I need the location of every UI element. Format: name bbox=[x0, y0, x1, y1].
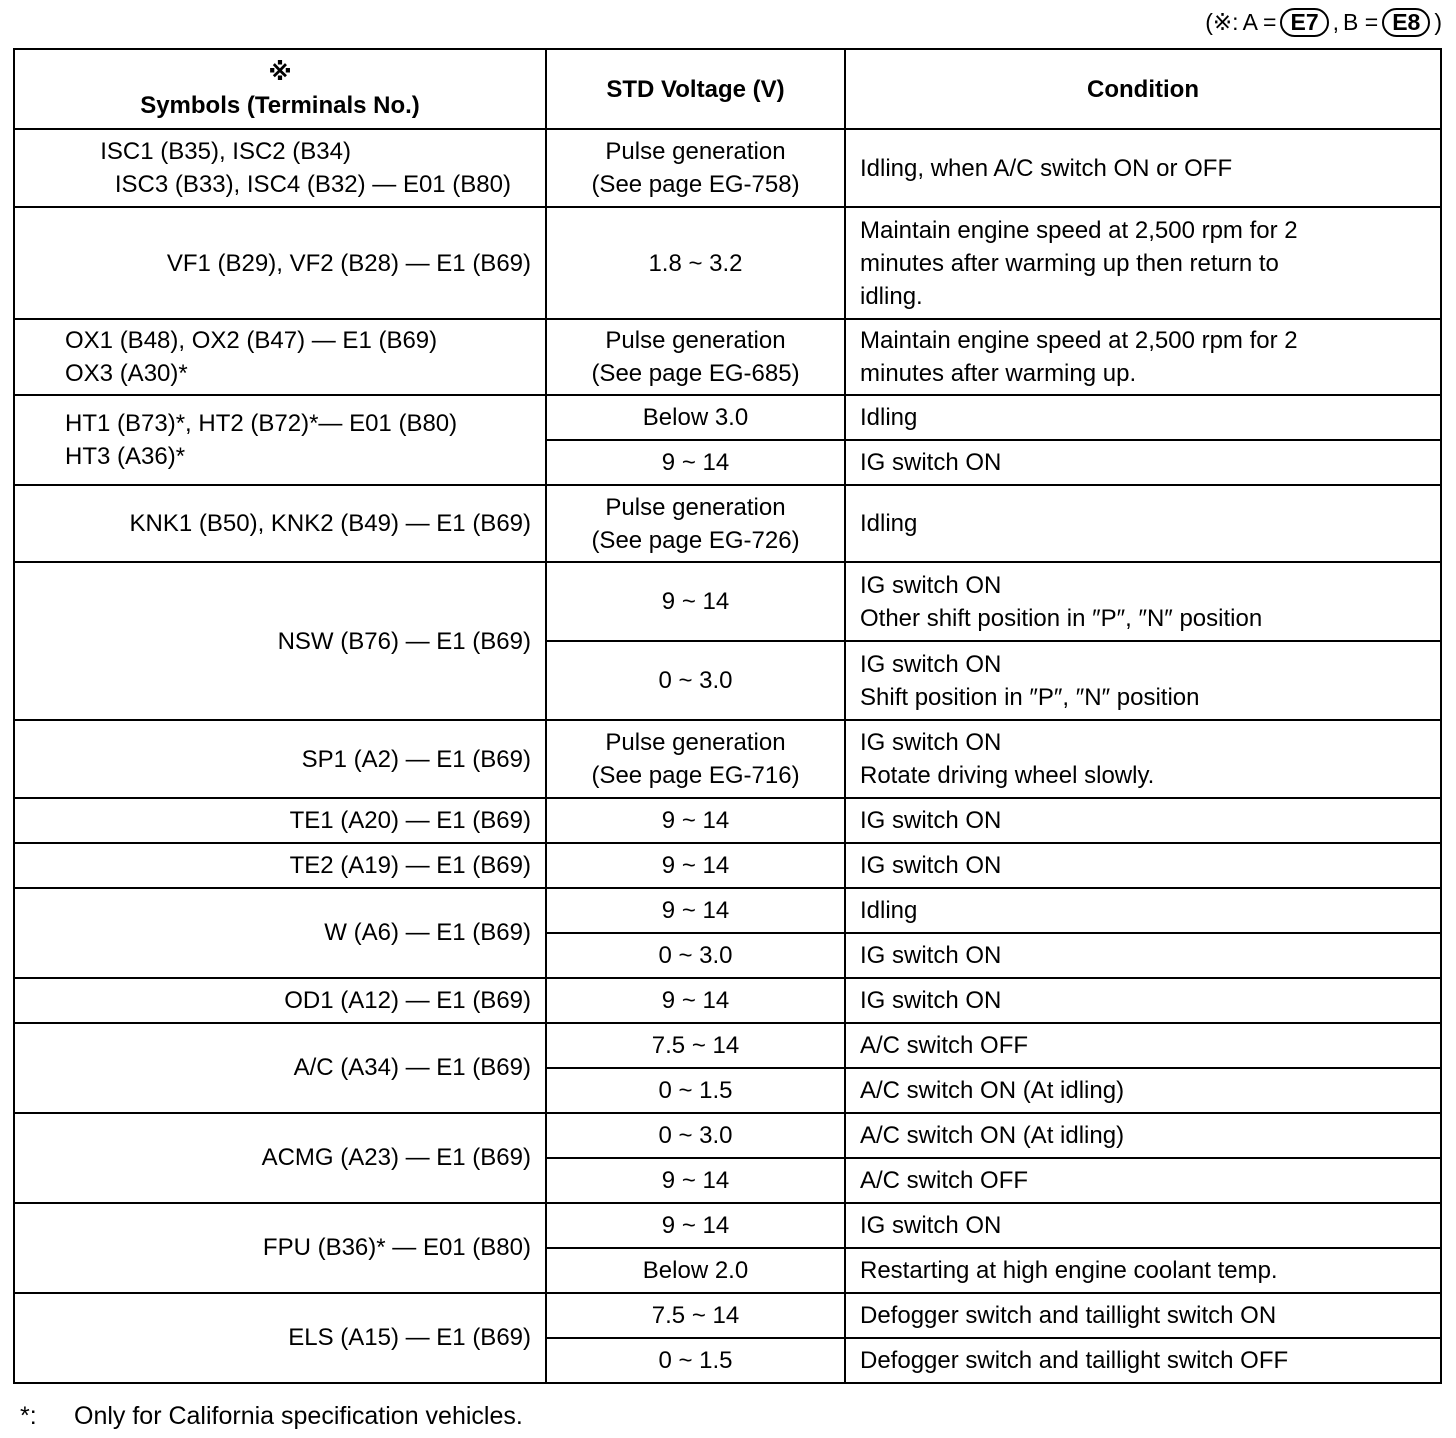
symbol-cell: SP1 (A2) — E1 (B69) bbox=[14, 720, 546, 798]
voltage-line: (See page EG-716) bbox=[591, 762, 800, 790]
table-row bbox=[14, 485, 1441, 562]
symbol-cell: TE2 (A19) — E1 (B69) bbox=[14, 843, 546, 888]
voltage-line: Pulse generation bbox=[605, 493, 786, 521]
voltage-line: Pulse generation bbox=[605, 138, 786, 166]
footnote bbox=[20, 1402, 523, 1431]
condition-cell: Idling, when A/C switch ON or OFF bbox=[845, 129, 1441, 207]
condition-cell: Defogger switch and taillight switch OFF bbox=[845, 1338, 1441, 1383]
condition-cell: Defogger switch and taillight switch ON bbox=[845, 1293, 1441, 1338]
condition-cell: A/C switch ON (At idling) bbox=[845, 1068, 1441, 1113]
condition-cell: A/C switch OFF bbox=[845, 1158, 1441, 1203]
legend-b-connector: E8 bbox=[1382, 8, 1430, 37]
symbol-cell bbox=[14, 319, 546, 395]
symbol-cell: ELS (A15) — E1 (B69) bbox=[14, 1293, 546, 1383]
condition-cell: IG switch ON bbox=[845, 933, 1441, 978]
symbol-line: OX1 (B48), OX2 (B47) — E1 (B69) bbox=[65, 327, 438, 355]
voltage-cell: 0 ~ 3.0 bbox=[546, 641, 845, 720]
voltage-cell bbox=[546, 319, 845, 395]
voltage-line: Pulse generation bbox=[605, 327, 786, 355]
table-row bbox=[14, 562, 1441, 641]
voltage-cell: 9 ~ 14 bbox=[546, 798, 845, 842]
condition-line: idling. bbox=[860, 282, 923, 310]
legend-open: (※: bbox=[1205, 9, 1239, 35]
voltage-cell: 9 ~ 14 bbox=[546, 1158, 845, 1203]
legend-close: ) bbox=[1434, 9, 1442, 35]
condition-line: minutes after warming up then return to bbox=[860, 249, 1279, 277]
voltage-line: (See page EG-758) bbox=[591, 171, 800, 199]
table-row bbox=[14, 720, 1441, 798]
table-row bbox=[14, 843, 1441, 888]
legend-b-prefix: B = bbox=[1343, 9, 1379, 35]
voltage-cell: 0 ~ 1.5 bbox=[546, 1068, 845, 1113]
symbol-cell: W (A6) — E1 (B69) bbox=[14, 888, 546, 978]
voltage-line: (See page EG-726) bbox=[591, 526, 800, 554]
header-symbols bbox=[14, 49, 546, 129]
condition-cell: A/C switch OFF bbox=[845, 1023, 1441, 1068]
voltage-cell bbox=[546, 129, 845, 207]
condition-cell: IG switch ON bbox=[845, 978, 1441, 1023]
table-row bbox=[14, 1113, 1441, 1158]
symbol-cell: VF1 (B29), VF2 (B28) — E1 (B69) bbox=[14, 207, 546, 319]
voltage-cell: 9 ~ 14 bbox=[546, 843, 845, 888]
table-row bbox=[14, 798, 1441, 842]
voltage-cell: Below 2.0 bbox=[546, 1248, 845, 1293]
condition-line: Maintain engine speed at 2,500 rpm for 2 bbox=[860, 327, 1298, 355]
condition-line: Shift position in ″P″, ″N″ position bbox=[860, 683, 1200, 711]
symbol-cell: TE1 (A20) — E1 (B69) bbox=[14, 798, 546, 842]
condition-cell: IG switch ON bbox=[845, 440, 1441, 485]
condition-line: Other shift position in ″P″, ″N″ position bbox=[860, 604, 1263, 632]
condition-cell bbox=[845, 562, 1441, 641]
condition-line: IG switch ON bbox=[860, 729, 1002, 757]
connector-legend bbox=[1205, 8, 1442, 37]
condition-cell bbox=[845, 641, 1441, 720]
condition-cell: IG switch ON bbox=[845, 1203, 1441, 1248]
symbol-line: HT1 (B73)*, HT2 (B72)*— E01 (B80) bbox=[65, 410, 458, 438]
symbol-cell: OD1 (A12) — E1 (B69) bbox=[14, 978, 546, 1023]
voltage-cell: 0 ~ 3.0 bbox=[546, 1113, 845, 1158]
voltage-cell bbox=[546, 720, 845, 798]
condition-cell: Idling bbox=[845, 888, 1441, 933]
voltage-cell: 9 ~ 14 bbox=[546, 1203, 845, 1248]
voltage-cell: 9 ~ 14 bbox=[546, 888, 845, 933]
table-row bbox=[14, 395, 1441, 440]
table-row bbox=[14, 1293, 1441, 1338]
legend-a-connector: E7 bbox=[1280, 8, 1328, 37]
symbol-line: HT3 (A36)* bbox=[65, 443, 186, 471]
header-symbols-label: Symbols (Terminals No.) bbox=[140, 92, 420, 120]
condition-cell bbox=[845, 720, 1441, 798]
voltage-cell: 9 ~ 14 bbox=[546, 562, 845, 641]
table-row bbox=[14, 129, 1441, 207]
header-symbols-mark: ※ bbox=[268, 59, 292, 87]
condition-line: Maintain engine speed at 2,500 rpm for 2 bbox=[860, 216, 1298, 244]
footnote-mark: *: bbox=[20, 1402, 37, 1430]
voltage-cell: 0 ~ 3.0 bbox=[546, 933, 845, 978]
voltage-line: Pulse generation bbox=[605, 729, 786, 757]
table-row bbox=[14, 978, 1441, 1023]
table-row bbox=[14, 1023, 1441, 1068]
symbol-line: OX3 (A30)* bbox=[65, 360, 188, 388]
symbol-line: ISC3 (B33), ISC4 (B32) — E01 (B80) bbox=[114, 171, 511, 199]
symbol-cell: A/C (A34) — E1 (B69) bbox=[14, 1023, 546, 1113]
voltage-cell: 9 ~ 14 bbox=[546, 978, 845, 1023]
voltage-cell: 9 ~ 14 bbox=[546, 440, 845, 485]
condition-cell: Restarting at high engine coolant temp. bbox=[845, 1248, 1441, 1293]
condition-cell: A/C switch ON (At idling) bbox=[845, 1113, 1441, 1158]
condition-line: IG switch ON bbox=[860, 650, 1002, 678]
voltage-cell bbox=[546, 485, 845, 562]
symbol-cell bbox=[14, 395, 546, 485]
symbol-cell bbox=[14, 129, 546, 207]
condition-cell bbox=[845, 319, 1441, 395]
symbol-line: ISC1 (B35), ISC2 (B34) bbox=[100, 138, 351, 166]
symbol-cell: KNK1 (B50), KNK2 (B49) — E1 (B69) bbox=[14, 485, 546, 562]
symbol-cell: ACMG (A23) — E1 (B69) bbox=[14, 1113, 546, 1203]
condition-cell: IG switch ON bbox=[845, 798, 1441, 842]
voltage-cell: 0 ~ 1.5 bbox=[546, 1338, 845, 1383]
header-condition: Condition bbox=[845, 49, 1441, 129]
footnote-text: Only for California specification vehicles. bbox=[74, 1402, 523, 1430]
condition-line: IG switch ON bbox=[860, 571, 1002, 599]
condition-cell: Idling bbox=[845, 395, 1441, 440]
header-voltage: STD Voltage (V) bbox=[546, 49, 845, 129]
condition-cell: IG switch ON bbox=[845, 843, 1441, 888]
condition-cell bbox=[845, 207, 1441, 319]
table-row bbox=[14, 1203, 1441, 1248]
ecu-terminal-voltage-table bbox=[13, 48, 1442, 1384]
table-row bbox=[14, 888, 1441, 933]
header-row bbox=[14, 49, 1441, 129]
voltage-cell: 7.5 ~ 14 bbox=[546, 1293, 845, 1338]
legend-a-prefix: A = bbox=[1242, 9, 1277, 35]
legend-separator: , bbox=[1332, 9, 1340, 35]
voltage-cell: 1.8 ~ 3.2 bbox=[546, 207, 845, 319]
condition-cell: Idling bbox=[845, 485, 1441, 562]
symbol-cell: FPU (B36)* — E01 (B80) bbox=[14, 1203, 546, 1293]
voltage-cell: Below 3.0 bbox=[546, 395, 845, 440]
symbol-cell: NSW (B76) — E1 (B69) bbox=[14, 562, 546, 720]
condition-line: Rotate driving wheel slowly. bbox=[860, 762, 1155, 790]
table-row bbox=[14, 207, 1441, 319]
condition-line: minutes after warming up. bbox=[860, 360, 1137, 388]
table-row bbox=[14, 319, 1441, 395]
voltage-line: (See page EG-685) bbox=[591, 360, 800, 388]
voltage-cell: 7.5 ~ 14 bbox=[546, 1023, 845, 1068]
